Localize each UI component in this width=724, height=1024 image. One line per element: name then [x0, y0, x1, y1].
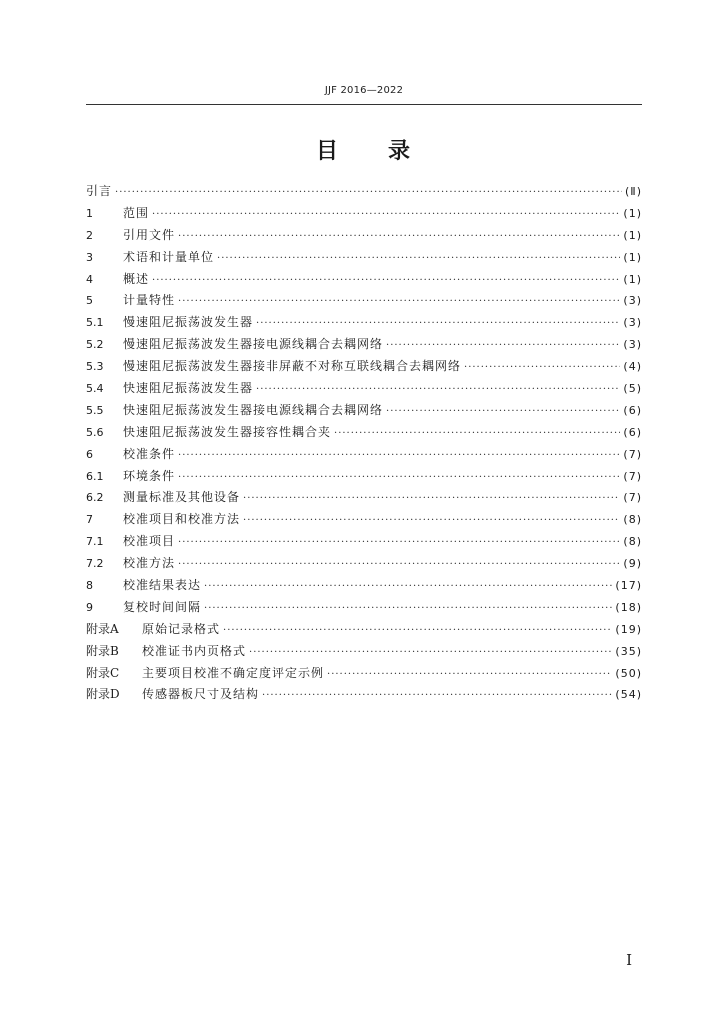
toc-entry-number: 5.6	[86, 425, 104, 439]
toc-entry-page: (1)	[623, 228, 642, 242]
toc-entry-label: 慢速阻尼振荡波发生器	[123, 315, 254, 330]
toc-entry-number: 6.2	[86, 491, 104, 505]
toc-leader-dots	[386, 401, 620, 422]
toc-entry-page: (4)	[623, 360, 642, 374]
toc-entry-label: 快速阻尼振荡波发生器接电源线耦合去耦网络	[123, 402, 384, 417]
toc-entry[interactable]	[86, 203, 642, 225]
toc-entry[interactable]	[86, 597, 642, 619]
toc-entry-number: 5.5	[86, 403, 104, 417]
toc-entry[interactable]	[86, 181, 642, 203]
toc-entry-number: 附录A	[86, 621, 119, 636]
toc-entry-page: (54)	[615, 688, 642, 702]
toc-leader-dots	[152, 270, 620, 291]
toc-entry-label: 测量标准及其他设备	[123, 490, 241, 505]
toc-leader-dots	[152, 204, 620, 225]
toc-entry-number: 附录B	[86, 643, 119, 658]
toc-entry[interactable]	[86, 290, 642, 312]
toc-entry-label: 术语和计量单位	[123, 249, 215, 264]
toc-entry-page: (5)	[623, 382, 642, 396]
toc-entry-page: (6)	[623, 425, 642, 439]
toc-entry-number: 7	[86, 513, 93, 527]
toc-entry-number: 附录D	[86, 687, 120, 702]
toc-entry-label: 引用文件	[123, 227, 176, 242]
toc-entry-number: 8	[86, 579, 93, 593]
toc-leader-dots	[262, 685, 612, 706]
toc-entry[interactable]	[86, 422, 642, 444]
toc-entry-number: 6	[86, 447, 93, 461]
toc-entry-page: (17)	[615, 579, 642, 593]
toc-entry[interactable]	[86, 684, 642, 706]
toc-entry-label: 校准证书内页格式	[142, 643, 247, 658]
toc-entry-page: (Ⅱ)	[625, 185, 642, 198]
page-number: I	[626, 951, 632, 969]
toc-entry[interactable]	[86, 334, 642, 356]
toc-entry-page: (1)	[623, 272, 642, 286]
toc-entry[interactable]	[86, 487, 642, 509]
toc-entry[interactable]	[86, 466, 642, 488]
toc-entry-number: 5.3	[86, 360, 104, 374]
toc-leader-dots	[178, 532, 620, 553]
toc-entry-page: (6)	[623, 403, 642, 417]
toc-leader-dots	[256, 313, 620, 334]
toc-entry-label: 快速阻尼振荡波发生器	[123, 381, 254, 396]
toc-leader-dots	[115, 182, 622, 203]
toc-entry-page: (1)	[623, 206, 642, 220]
page-title	[86, 134, 642, 165]
toc-entry-label: 范围	[123, 205, 150, 220]
toc-entry-number: 5	[86, 294, 93, 308]
toc-entry[interactable]	[86, 663, 642, 685]
toc-entry[interactable]	[86, 641, 642, 663]
toc-leader-dots	[204, 576, 612, 597]
toc-entry-page: (8)	[623, 513, 642, 527]
title-char-2: 录	[388, 139, 413, 164]
toc-entry-number: 5.2	[86, 338, 104, 352]
toc-entry-label: 环境条件	[123, 468, 176, 483]
toc-entry[interactable]	[86, 575, 642, 597]
toc-entry-number: 5.4	[86, 382, 104, 396]
toc-entry-page: (7)	[623, 491, 642, 505]
toc-leader-dots	[178, 291, 620, 312]
toc-entry-page: (3)	[623, 294, 642, 308]
toc-entry[interactable]	[86, 225, 642, 247]
toc-leader-dots	[464, 357, 620, 378]
toc-entry-number: 1	[86, 206, 93, 220]
toc-leader-dots	[178, 226, 620, 247]
toc-entry-label: 校准项目和校准方法	[123, 512, 241, 527]
toc-entry-number: 3	[86, 250, 93, 264]
toc-entry[interactable]	[86, 378, 642, 400]
toc-leader-dots	[386, 335, 620, 356]
toc-leader-dots	[178, 554, 620, 575]
toc-entry-number: 2	[86, 228, 93, 242]
toc-entry-label: 校准项目	[123, 534, 176, 549]
toc-entry-label: 慢速阻尼振荡波发生器接非屏蔽不对称互联线耦合去耦网络	[123, 359, 462, 374]
toc-entry-label: 主要项目校准不确定度评定示例	[142, 665, 325, 680]
toc-entry-page: (7)	[623, 447, 642, 461]
toc-entry-label: 复校时间间隔	[123, 599, 202, 614]
toc-entry-page: (3)	[623, 316, 642, 330]
toc-leader-dots	[334, 423, 620, 444]
toc-entry-number: 5.1	[86, 316, 104, 330]
toc-entry[interactable]	[86, 356, 642, 378]
toc-leader-dots	[243, 510, 620, 531]
toc-entry-page: (19)	[615, 622, 642, 636]
toc-entry-label: 传感器板尺寸及结构	[142, 687, 260, 702]
table-of-contents	[86, 181, 642, 706]
toc-entry-page: (8)	[623, 535, 642, 549]
toc-entry-label: 原始记录格式	[142, 621, 221, 636]
toc-entry[interactable]	[86, 312, 642, 334]
toc-leader-dots	[217, 248, 620, 269]
toc-entry-label: 慢速阻尼振荡波发生器接电源线耦合去耦网络	[123, 337, 384, 352]
toc-entry-number: 9	[86, 600, 93, 614]
toc-leader-dots	[178, 467, 620, 488]
toc-entry-label: 引言	[86, 184, 113, 198]
toc-entry[interactable]	[86, 509, 642, 531]
toc-entry-page: (3)	[623, 338, 642, 352]
toc-leader-dots	[243, 488, 620, 509]
toc-entry-label: 快速阻尼振荡波发生器接容性耦合夹	[123, 424, 332, 439]
toc-entry-label: 校准方法	[123, 556, 176, 571]
toc-leader-dots	[223, 620, 612, 641]
toc-entry-page: (50)	[615, 666, 642, 680]
toc-entry-page: (7)	[623, 469, 642, 483]
toc-entry-label: 校准条件	[123, 446, 176, 461]
toc-leader-dots	[256, 379, 620, 400]
toc-entry[interactable]	[86, 619, 642, 641]
toc-entry-label: 计量特性	[123, 293, 176, 308]
toc-entry-number: 附录C	[86, 665, 120, 680]
toc-entry-label: 校准结果表达	[123, 578, 202, 593]
toc-entry-page: (1)	[623, 250, 642, 264]
toc-entry[interactable]	[86, 269, 642, 291]
toc-leader-dots	[204, 598, 612, 619]
toc-entry-label: 概述	[123, 271, 150, 286]
toc-entry-number: 7.2	[86, 557, 104, 571]
title-char-1: 目	[315, 139, 340, 164]
toc-entry[interactable]	[86, 444, 642, 466]
header-rule	[86, 104, 642, 105]
toc-entry-page: (9)	[623, 557, 642, 571]
toc-leader-dots	[249, 642, 612, 663]
toc-entry[interactable]	[86, 531, 642, 553]
toc-entry-number: 7.1	[86, 535, 104, 549]
toc-leader-dots	[178, 445, 620, 466]
toc-entry-page: (35)	[615, 644, 642, 658]
toc-entry-page: (18)	[615, 600, 642, 614]
toc-leader-dots	[327, 664, 612, 685]
toc-entry-number: 6.1	[86, 469, 104, 483]
toc-entry[interactable]	[86, 553, 642, 575]
toc-entry[interactable]	[86, 400, 642, 422]
document-code-header: JJF 2016—2022	[324, 85, 404, 96]
toc-entry-number: 4	[86, 272, 93, 286]
toc-entry[interactable]	[86, 247, 642, 269]
